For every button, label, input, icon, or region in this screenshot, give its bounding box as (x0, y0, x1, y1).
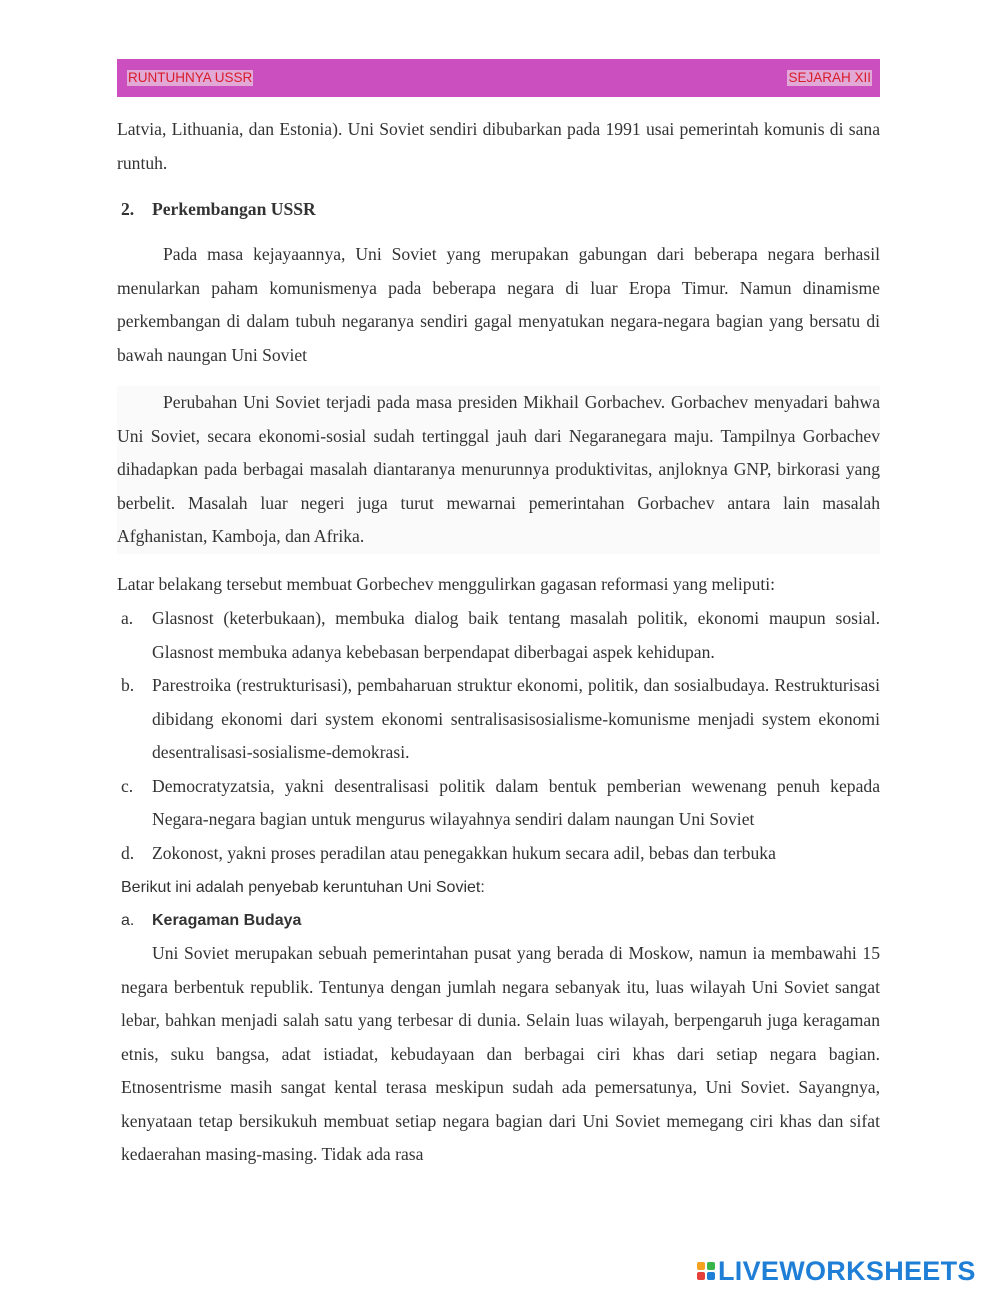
section-number: 2. (121, 199, 135, 219)
paragraph-keragaman: Uni Soviet merupakan sebuah pemerintahan pusat yang berada di Moskow, namun ia membawahi 15 negara berbentuk republik. Tentunya dengan jumlah negara sebanyak itu, luas wilayah Uni Soviet sangat lebar, bahkan menjadi salah satu yang terbesar di dunia. Selain luas wilayah, berpengaruh juga keragaman etnis, suku bangsa, adat istiadat, kebudayaan dan berbagai ciri khas dari setiap negara bagian. Etnosentrisme masih sangat kental terasa meskipun sudah ada pemersatunya, Uni Soviet. Sayangnya, kenyataan tetap bersikukuh membuat setiap negara bagian dari Uni Soviet memegang ciri khas dan sifat kedaerahan masing-masing. Tidak ada rasa (121, 943, 880, 1164)
causes-intro: Berikut ini adalah penyebab keruntuhan Uni Soviet: (121, 879, 485, 896)
header-subject: SEJARAH XII (788, 70, 871, 85)
list-item (121, 669, 880, 770)
paragraph-kejayaan: Pada masa kejayaannya, Uni Soviet yang merupakan gabungan dari beberapa negara berhasil menularkan paham komunismenya pada beberapa negara di luar Eropa Timur. Namun dinamisme perkembangan di dalam tubuh negaranya sendiri gagal menyatukan negara-negara bagian yang bersatu di bawah naungan Uni Soviet (117, 244, 880, 365)
paragraph-reform-intro: Latar belakang tersebut membuat Gorbechev menggulirkan gagasan reformasi yang meliputi: (117, 574, 776, 594)
page-header (117, 59, 880, 97)
list-item (121, 837, 880, 871)
cause-heading (121, 909, 880, 933)
liveworksheets-logo-icon (697, 1262, 715, 1280)
section-title: Perkembangan USSR (152, 199, 316, 219)
paragraph-gorbachev: Perubahan Uni Soviet terjadi pada masa presiden Mikhail Gorbachev. Gorbachev menyadari bahwa Uni Soviet, secara ekonomi-sosial sudah tertinggal jauh dari Negaranegara maju. Tampilnya Gorbachev dihadapkan pada berbagai masalah diantaranya menurunnya produktivitas, anjloknya GNP, birkorasi yang berbelit. Masalah luar negeri juga turut mewarnai pemerintahan Gorbachev antara lain masalah Afghanistan, Kamboja, dan Afrika. (117, 386, 880, 554)
logo-text: LIVEWORKSHEETS (718, 1255, 976, 1286)
liveworksheets-logo (697, 1255, 976, 1287)
list-item-text: Glasnost (keterbukaan), membuka dialog baik tentang masalah politik, ekonomi maupun sosial. Glasnost membuka adanya kebebasan berpendapat diberbagai aspek kehidupan. (152, 608, 880, 662)
list-marker: d. (121, 842, 135, 863)
header-title: RUNTUHNYA USSR (128, 70, 253, 85)
cause-marker: a. (121, 912, 135, 929)
list-marker: c. (121, 775, 134, 796)
cause-title: Keragaman Budaya (152, 912, 302, 929)
reform-list (121, 602, 880, 870)
list-item (121, 602, 880, 669)
list-item-text: Democratyzatsia, yakni desentralisasi politik dalam bentuk pemberian wewenang penuh kepada Negara-negara bagian untuk mengurus wilayahnya sendiri dalam naungan Uni Soviet (152, 775, 880, 829)
list-marker: b. (121, 675, 135, 695)
list-item (121, 770, 880, 837)
section-heading (121, 198, 316, 220)
list-item-text: Zokonost, yakni proses peradilan atau penegakkan hukum secara adil, bebas dan terbuka (152, 842, 776, 863)
list-item-text: Parestroika (restrukturisasi), pembaharuan struktur ekonomi, politik, dan sosialbudaya. Restrukturisasi dibidang ekonomi dari system ekonomi sentralisasisosialisme-komunisme menjadi system ekonomi desentralisasi-sosialisme-demokrasi. (152, 675, 880, 762)
intro-paragraph: Latvia, Lithuania, dan Estonia). Uni Soviet sendiri dibubarkan pada 1991 usai pemerintah komunis di sana runtuh. (117, 119, 880, 173)
list-marker: a. (121, 608, 134, 628)
